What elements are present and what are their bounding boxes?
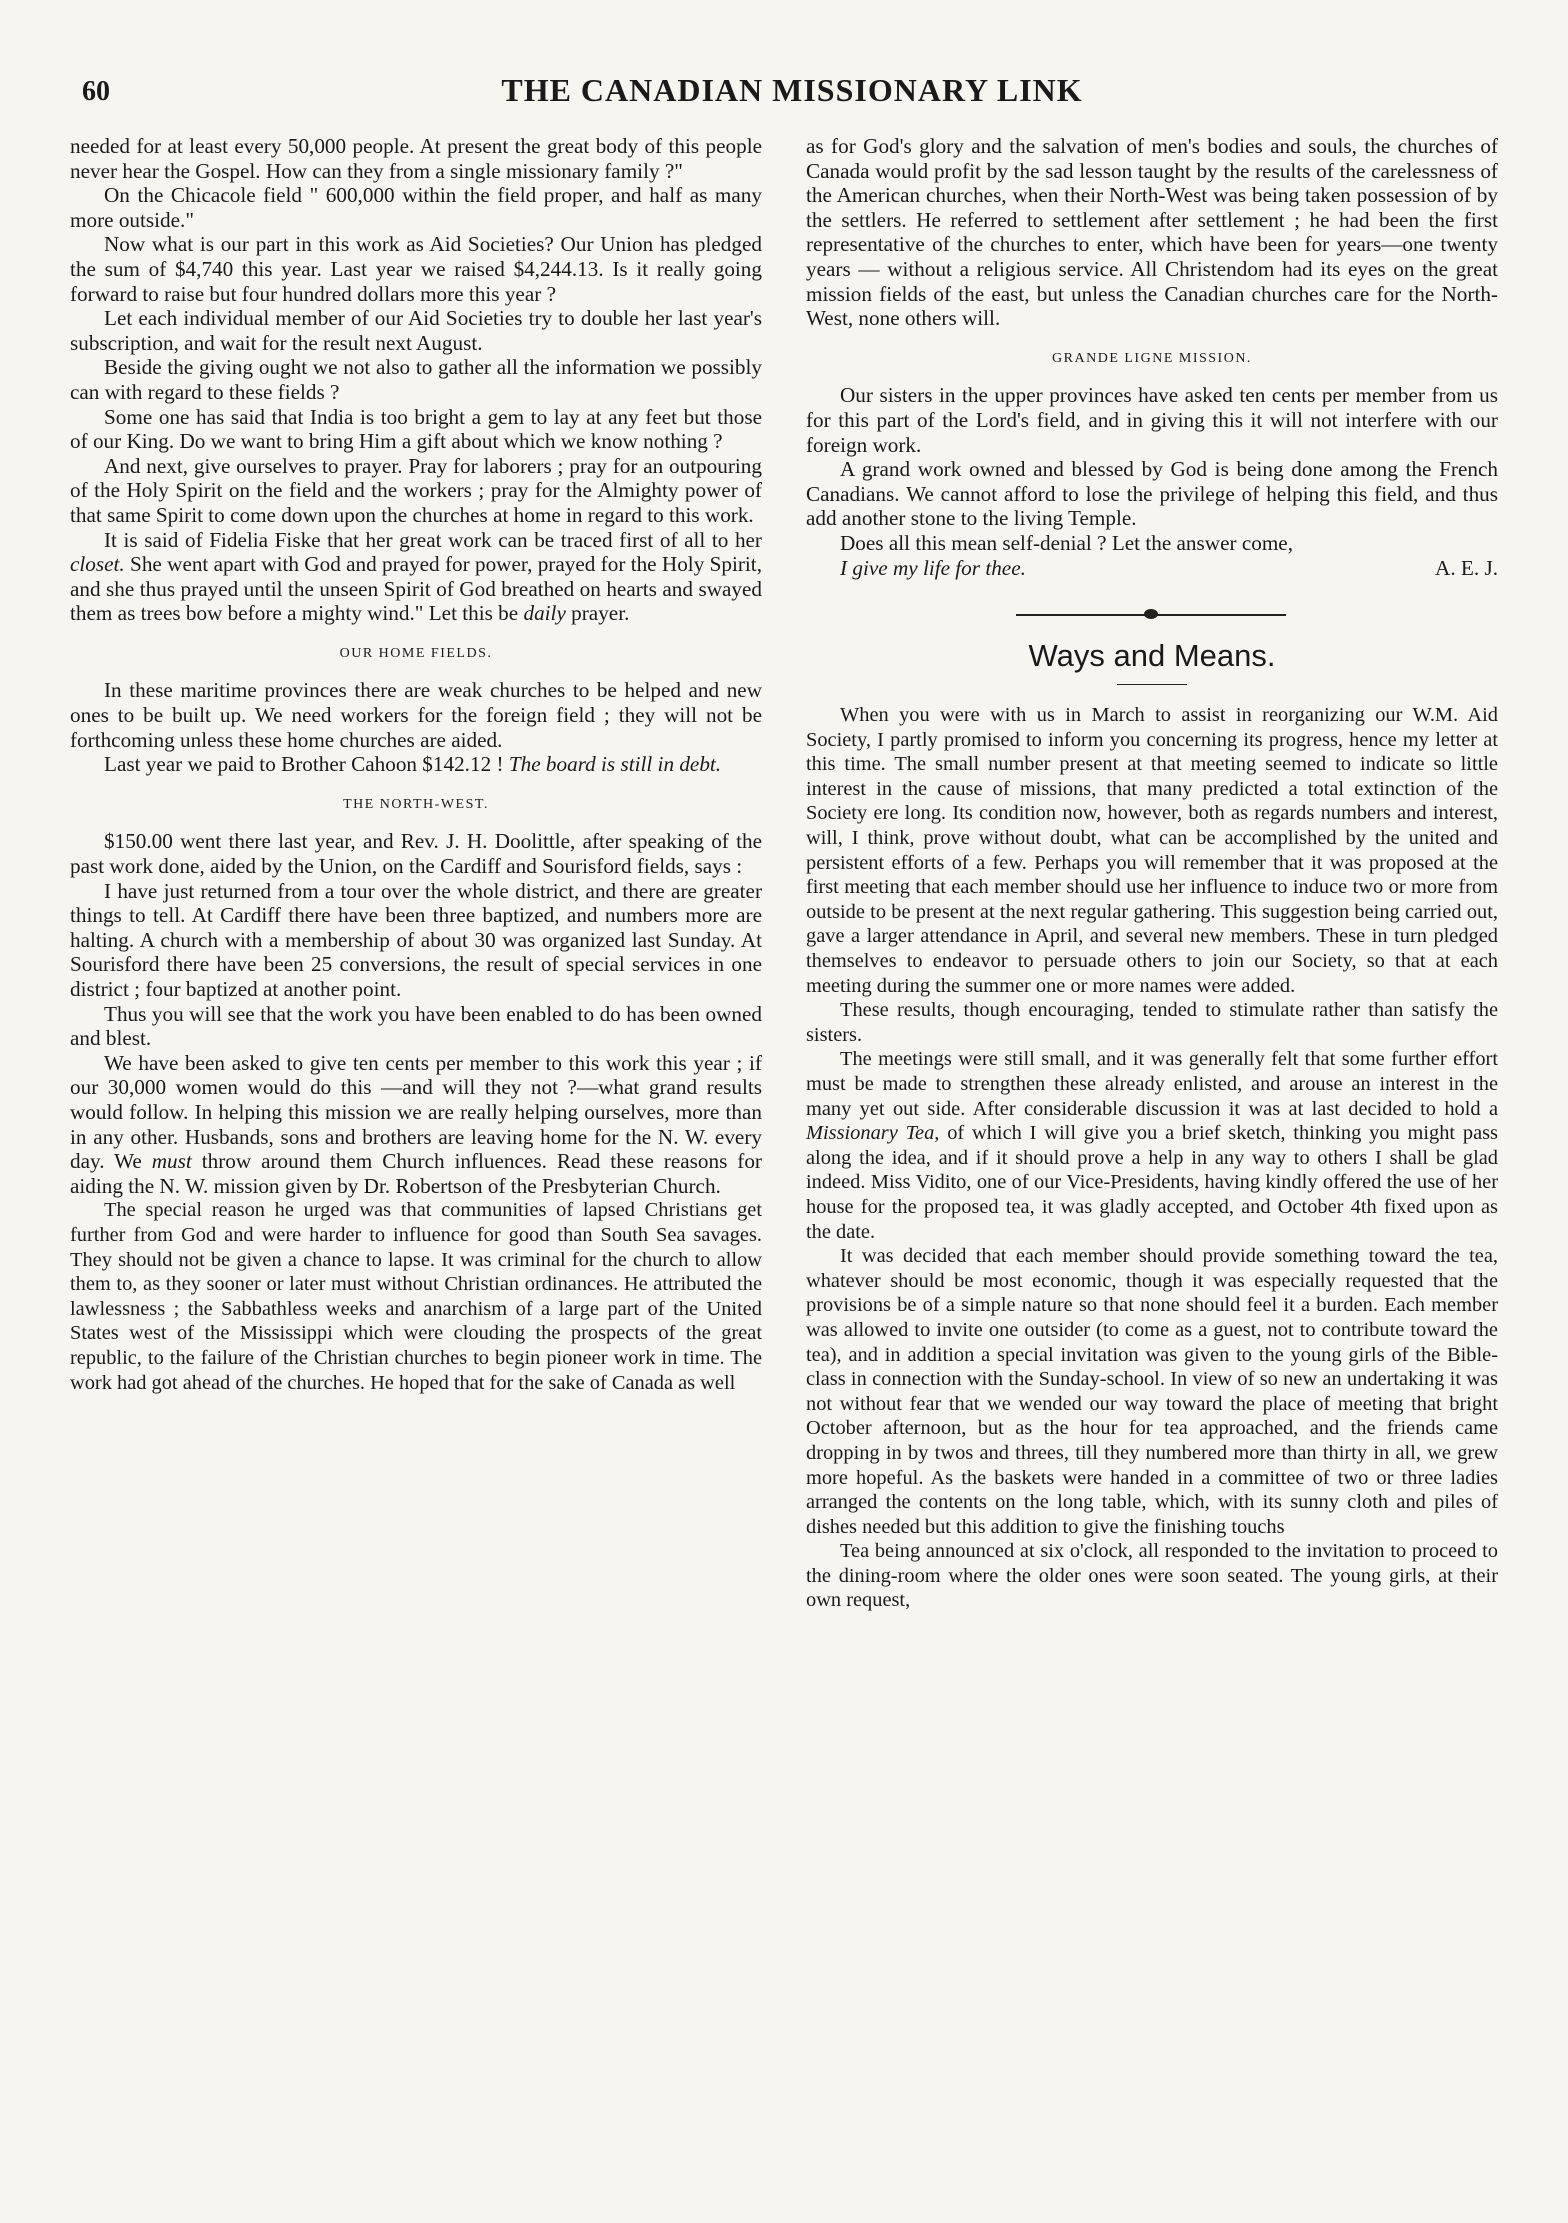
paragraph: And next, give ourselves to prayer. Pray for laborers ; pray for an outpouring of the Holy Spirit on the field and the workers ; pray for the Almighty power of that same Spirit to come down upon the churches at home in regard to this work. bbox=[70, 453, 762, 527]
section-heading-home-fields: OUR HOME FIELDS. bbox=[339, 645, 493, 661]
article-title: Ways and Means. bbox=[1028, 638, 1276, 674]
paragraph: The special reason he urged was that communities of lapsed Christians get further from God and were harder to influence for good than South Sea savages. They should not be given a chance to lapse. It was criminal for the church to allow them to, as they sooner or later must without Christian ordinances. He attributed the lawlessness ; the Sabbathless weeks and anarchism of a large part of the United States west of the Mississippi which were clouding the prospects of the great republic, to the failure of the Christian churches to begin pioneer work in time. The work had got ahead of the churches. He hoped that for the sake of Canada as well bbox=[70, 1199, 762, 1394]
right-column bbox=[806, 134, 1498, 1613]
paragraph bbox=[70, 528, 762, 626]
paragraph bbox=[806, 1047, 1498, 1244]
signoff bbox=[806, 556, 1498, 581]
section-heading-grande-ligne: GRANDE LIGNE MISSION. bbox=[1052, 350, 1252, 366]
text-run: It is said of Fidelia Fiske that her great work can be traced first of all to her bbox=[104, 527, 762, 552]
paragraph: Let each individual member of our Aid Societies try to double her last year's subscription, and wait for the result next August. bbox=[70, 306, 762, 355]
text-run: throw around them Church influences. Read these reasons for aiding the N. W. mission given by Dr. Robertson of the Presbyterian Church. bbox=[70, 1149, 762, 1198]
paragraph bbox=[70, 1051, 762, 1199]
paragraph: Some one has said that India is too bright a gem to lay at any feet but those of our King. Do we want to bring Him a gift about which we know nothing ? bbox=[70, 404, 762, 454]
section-heading-north-west: THE NORTH-WEST. bbox=[343, 796, 489, 812]
text-run: prayer. bbox=[565, 601, 630, 626]
text-run: She went apart with God and prayed for power, prayed for the Holy Spirit, and she thus prayed until the unseen Spirit of God breathed on hearts and swayed them as trees bow before a mighty wind." Let this be bbox=[70, 552, 762, 626]
paragraph bbox=[70, 752, 762, 777]
paragraph: When you were with us in March to assist in reorganizing our W.M. Aid Society, I partly promised to inform you concerning its progress, hence my letter at this time. The small number present at that meeting seemed to indicate so little interest in the cause of missions, that many predicted a total extinction of the Society ere long. Its condition now, however, both as regards numbers and interest, will, I think, prove without doubt, what can be accomplished by the united and persistent efforts of a few. Perhaps you will remember that it was proposed at the first meeting that each member should use her influence to induce two or more from outside to be present at the next regular gathering. This suggestion being carried out, gave a larger attendance in April, and several new members. These in turn pledged themselves to endeavor to persuade others to join our Society, so that at each meeting during the summer one or more names were added. bbox=[806, 704, 1498, 997]
divider-ornament bbox=[1144, 609, 1158, 619]
section-divider bbox=[806, 600, 1498, 630]
author-initials: A. E. J. bbox=[1435, 555, 1498, 580]
paragraph: Tea being announced at six o'clock, all responded to the invitation to proceed to the dining-room where the older ones were soon seated. The young girls, at their own request, bbox=[806, 1540, 1498, 1612]
paragraph: Now what is our part in this work as Aid Societies? Our Union has pledged the sum of $4,740 this year. Last year we raised $4,244.13. Is it really going forward to raise but four hundred dollars more this year ? bbox=[70, 232, 762, 306]
paragraph: Thus you will see that the work you have been enabled to do has been owned and blest. bbox=[70, 1001, 762, 1051]
emphasis: The board is still in debt. bbox=[508, 752, 722, 777]
page-number: 60 bbox=[82, 76, 110, 107]
paragraph: Does all this mean self-denial ? Let the answer come, bbox=[840, 530, 1294, 555]
paragraph: Beside the giving ought we not also to gather all the information we possibly can with regard to these fields ? bbox=[70, 355, 762, 404]
paragraph: I have just returned from a tour over the whole district, and there are greater things to tell. At Cardiff there have been three baptized, and numbers more are halting. A church with a membership of about 30 was organized last Sunday. At Sourisford there have been 25 conversions, the result of special services in one district ; four baptized at another point. bbox=[70, 878, 762, 1001]
left-column bbox=[70, 134, 762, 1395]
paragraph: Our sisters in the upper provinces have asked ten cents per member from us for this part of the Lord's field, and in giving this it will not interfere with our foreign work. bbox=[806, 383, 1498, 457]
paragraph: A grand work owned and blessed by God is being done among the French Canadians. We cannot afford to lose the privilege of helping this field, and thus add another stone to the living Temple. bbox=[806, 457, 1498, 531]
title-rule bbox=[1117, 684, 1187, 685]
paragraph: It was decided that each member should provide something toward the tea, whatever should be most economic, though it was especially requested that the provisions be of a simple nature so that none should feel it a burden. Each member was allowed to invite one outsider (to come as a guest, not to contribute toward the tea), and in addition a special invitation was given to the young girls of the Bible-class in connection with the Sunday-school. In view of so new an undertaking it was not without fear that we wended our way toward the place of meeting that bright October afternoon, but as the hour for tea approached, and the friends came dropping in by twos and threes, till they numbered more than thirty in all, we grew more hopeful. As the baskets were handed in a committee of two or three ladies arranged the contents on the long table, which, with its sunny cloth and piles of dishes needed but this addition to give the finishing touchs bbox=[806, 1245, 1498, 1538]
emphasis: daily bbox=[523, 601, 566, 626]
text-run: Last year we paid to Brother Cahoon $142.12 ! bbox=[104, 752, 509, 777]
paragraph: needed for at least every 50,000 people. At present the great body of this people never hear the Gospel. How can they from a single missionary family ?" bbox=[70, 134, 762, 183]
text-run: The meetings were still small, and it was generally felt that some further effort must be made to strengthen these already enlisted, and arouse an interest in the many yet out side. After considerable discussion it was at last decided to hold a bbox=[806, 1048, 1498, 1120]
paragraph: On the Chicacole field " 600,000 within the field proper, and half as many more outside." bbox=[70, 183, 762, 232]
running-title: THE CANADIAN MISSIONARY LINK bbox=[501, 72, 1083, 108]
motto: I give my life for thee. bbox=[840, 555, 1026, 580]
text-run: of which I will give you a brief sketch, thinking you might pass along the idea, and if it should prove a help in any way to others I shall be glad indeed. Miss Vidito, one of our Vice-Presidents, having kindly offered the use of her house for the proposed tea, it was gladly accepted, and October 4th fixed upon as the date. bbox=[806, 1122, 1498, 1243]
emphasis: Missionary Tea, bbox=[806, 1122, 940, 1145]
paragraph: $150.00 went there last year, and Rev. J. H. Doolittle, after speaking of the past work done, aided by the Union, on the Cardiff and Sourisford fields, says : bbox=[70, 829, 762, 879]
emphasis: closet. bbox=[70, 552, 125, 577]
paragraph: These results, though encouraging, tended to stimulate rather than satisfy the sisters. bbox=[806, 999, 1498, 1046]
paragraph: as for God's glory and the salvation of men's bodies and souls, the churches of Canada would profit by the sad lesson taught by the results of the carelessness of the American churches, when their North-West was being taken possession of by the settlers. He referred to settlement after settlement ; he had been the first representative of the churches to enter, which have been for years—one twenty years — without a religious service. All Christendom had its eyes on the great mission fields of the east, but unless the Canadian churches care for the North-West, none others will. bbox=[806, 134, 1498, 331]
page-header bbox=[82, 72, 1502, 112]
emphasis: must bbox=[151, 1149, 192, 1174]
text-run: We have been asked to give ten cents per member to this work this year ; if our 30,000 women would do this —and will they not ?—what grand results would follow. In helping this mission we are really helping ourselves, more than in any other. Husbands, sons and brothers are leaving home for the N. W. every day. We bbox=[70, 1050, 762, 1174]
paragraph: In these maritime provinces there are weak churches to be helped and new ones to be built up. We need workers for the foreign field ; they will not be forthcoming unless these home churches are aided. bbox=[70, 678, 762, 752]
